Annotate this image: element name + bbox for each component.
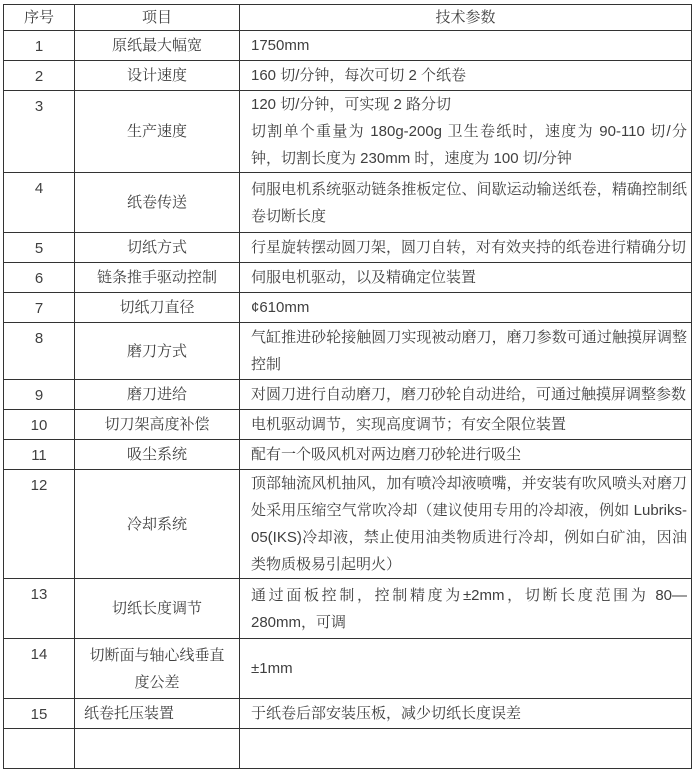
params-cell <box>240 639 692 699</box>
params-cell <box>240 233 692 263</box>
row-number-cell: 7 <box>4 293 75 323</box>
header-cell-no: 序号 <box>4 5 75 31</box>
row-number-cell: 3 <box>4 91 75 173</box>
row-number-cell: 4 <box>4 173 75 233</box>
table-row <box>4 91 692 173</box>
row-number-cell: 14 <box>4 639 75 699</box>
params-cell <box>240 699 692 729</box>
table-row <box>4 173 692 233</box>
params-cell <box>240 91 692 173</box>
table-row <box>4 293 692 323</box>
spec-table-body <box>4 31 692 769</box>
item-cell: 切刀架高度补偿 <box>75 410 240 440</box>
params-cell <box>240 579 692 639</box>
item-cell: 磨刀进给 <box>75 380 240 410</box>
params-cell <box>240 61 692 91</box>
item-cell: 切断面与轴心线垂直度公差 <box>75 639 240 699</box>
param-paragraph: 顶部轴流风机抽风，加有喷冷却液喷嘴，并安装有吹风喷头对磨刀处采用压缩空气常吹冷却（建议使用专用的冷却液，例如 Lubriks-05(IKS)冷却液，禁止使用油类物质进行冷却，例如白矿油，因油类物质极易引起明火） <box>251 475 687 573</box>
param-paragraph: 160 切/分钟，每次可切 2 个纸卷 <box>251 67 467 84</box>
item-cell: 切纸刀直径 <box>75 293 240 323</box>
param-paragraph: 伺服电机驱动，以及精确定位装置 <box>251 269 477 286</box>
param-paragraph: 电机驱动调节，实现高度调节；有安全限位装置 <box>251 416 567 433</box>
row-number-cell: 1 <box>4 31 75 61</box>
row-number-cell: 15 <box>4 699 75 729</box>
params-cell <box>240 440 692 470</box>
row-number-cell: 2 <box>4 61 75 91</box>
item-cell: 原纸最大幅宽 <box>75 31 240 61</box>
table-row <box>4 31 692 61</box>
param-paragraph: 对圆刀进行自动磨刀，磨刀砂轮自动进给，可通过触摸屏调整参数 <box>251 386 687 403</box>
params-cell <box>240 323 692 380</box>
table-row <box>4 61 692 91</box>
param-paragraph: 于纸卷后部安装压板，减少切纸长度误差 <box>251 705 522 722</box>
table-row-partial <box>4 729 692 769</box>
table-row <box>4 263 692 293</box>
item-cell: 切纸长度调节 <box>75 579 240 639</box>
item-cell: 磨刀方式 <box>75 323 240 380</box>
row-number-cell <box>4 729 75 769</box>
row-number-cell: 10 <box>4 410 75 440</box>
params-cell <box>240 31 692 61</box>
params-cell <box>240 729 692 769</box>
table-row <box>4 233 692 263</box>
row-number-cell: 11 <box>4 440 75 470</box>
table-row <box>4 579 692 639</box>
row-number-cell: 6 <box>4 263 75 293</box>
param-paragraph: 气缸推进砂轮接触圆刀实现被动磨刀，磨刀参数可通过触摸屏调整控制 <box>251 329 687 373</box>
param-paragraph: 行星旋转摆动圆刀架，圆刀自转，对有效夹持的纸卷进行精确分切 <box>251 239 687 256</box>
spec-table-header <box>4 5 692 31</box>
item-cell: 吸尘系统 <box>75 440 240 470</box>
table-row <box>4 699 692 729</box>
params-cell <box>240 410 692 440</box>
param-paragraph: ±1mm <box>251 660 293 677</box>
item-cell: 纸卷托压装置 <box>75 699 240 729</box>
table-row <box>4 440 692 470</box>
row-number-cell: 12 <box>4 470 75 579</box>
params-cell <box>240 470 692 579</box>
params-cell <box>240 293 692 323</box>
item-cell: 设计速度 <box>75 61 240 91</box>
item-cell: 纸卷传送 <box>75 173 240 233</box>
item-cell <box>75 729 240 769</box>
item-cell: 生产速度 <box>75 91 240 173</box>
table-row <box>4 639 692 699</box>
param-paragraph: 切割单个重量为 180g-200g 卫生卷纸时，速度为 90-110 切/分钟，切割长度为 230mm 时，速度为 100 切/分钟 <box>251 123 687 167</box>
table-row <box>4 410 692 440</box>
param-paragraph: 伺服电机系统驱动链条推板定位、间歇运动输送纸卷，精确控制纸卷切断长度 <box>251 180 687 225</box>
row-number-cell: 8 <box>4 323 75 380</box>
row-number-cell: 9 <box>4 380 75 410</box>
header-cell-item: 项目 <box>75 5 240 31</box>
table-row <box>4 323 692 380</box>
item-cell: 链条推手驱动控制 <box>75 263 240 293</box>
spec-table <box>3 4 692 769</box>
row-number-cell: 13 <box>4 579 75 639</box>
param-paragraph: 配有一个吸风机对两边磨刀砂轮进行吸尘 <box>251 446 522 463</box>
param-paragraph: 通过面板控制，控制精度为±2mm，切断长度范围为 80—280mm，可调 <box>251 586 687 631</box>
params-cell <box>240 380 692 410</box>
item-cell: 切纸方式 <box>75 233 240 263</box>
param-paragraph: ¢610mm <box>251 299 310 316</box>
params-cell <box>240 173 692 233</box>
header-row <box>4 5 692 31</box>
table-row <box>4 470 692 579</box>
param-paragraph: 1750mm <box>251 37 310 54</box>
item-cell: 冷却系统 <box>75 470 240 579</box>
row-number-cell: 5 <box>4 233 75 263</box>
param-paragraph: 120 切/分钟，可实现 2 路分切 <box>251 96 452 113</box>
table-row <box>4 380 692 410</box>
params-cell <box>240 263 692 293</box>
header-cell-params: 技术参数 <box>240 5 692 31</box>
